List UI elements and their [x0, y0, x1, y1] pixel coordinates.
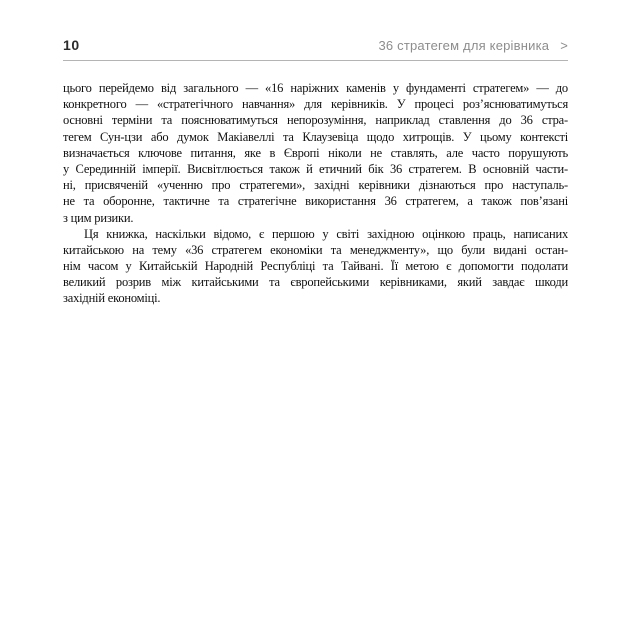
- text-line: у Серединній імперії. Висвітлюється також й етичний бік 36 стратегем. В основній части-: [63, 161, 568, 176]
- page-body: [63, 80, 568, 307]
- text-line: не та оборонне, тактичне та стратегічне використання 36 стратегем, а також пов’язані: [63, 194, 568, 209]
- text-line: Ця книжка, наскільки відомо, є першою у світі західною оцінкою праць, написаних: [84, 226, 568, 241]
- text-line: великий розрив між китайськими та європейськими керівниками, який завдає шкоди: [63, 275, 568, 290]
- text-line: ні, присвяченій «ученню про стратегеми», західні керівники дізнаються про наступаль-: [63, 178, 568, 193]
- running-header-title: 36 стратегем для керівника: [378, 38, 550, 53]
- header-rule: [63, 60, 568, 61]
- text-line: з цим ризики.: [63, 210, 134, 225]
- text-line: нім часом у Китайській Народній Республіці та Тайвані. Її метою є допомогти подолати: [63, 259, 568, 274]
- text-line: основні терміни та пояснюватимуться непорозуміння, наприклад ставлення до 36 стра-: [63, 113, 568, 128]
- text-line: цього перейдемо від загального — «16 наріжних каменів у фундаменті стратегем» — до: [63, 81, 568, 95]
- chevron-right-icon: >: [560, 38, 568, 53]
- text-line: китайською на тему «36 стратегем економіки та менеджменту», що були видані остан-: [63, 242, 568, 257]
- text-line: тегем Сун-цзи або думок Макіавеллі та Клаузевіца щодо хитрощів. У цьому контексті: [63, 129, 568, 144]
- paragraph-2: [63, 226, 568, 307]
- text-line: західній економіці.: [63, 291, 161, 306]
- running-header-title-group: [378, 38, 568, 53]
- text-line: конкретного — «стратегічного навчання» для керівників. У процесі роз’яснюватимуться: [63, 97, 568, 112]
- paragraph-1: [63, 80, 568, 226]
- running-header: [63, 37, 568, 53]
- text-line: визначається ключове питання, яке в Європі ніколи не ставлять, але часто порушують: [63, 145, 568, 160]
- page-number: 10: [63, 37, 80, 53]
